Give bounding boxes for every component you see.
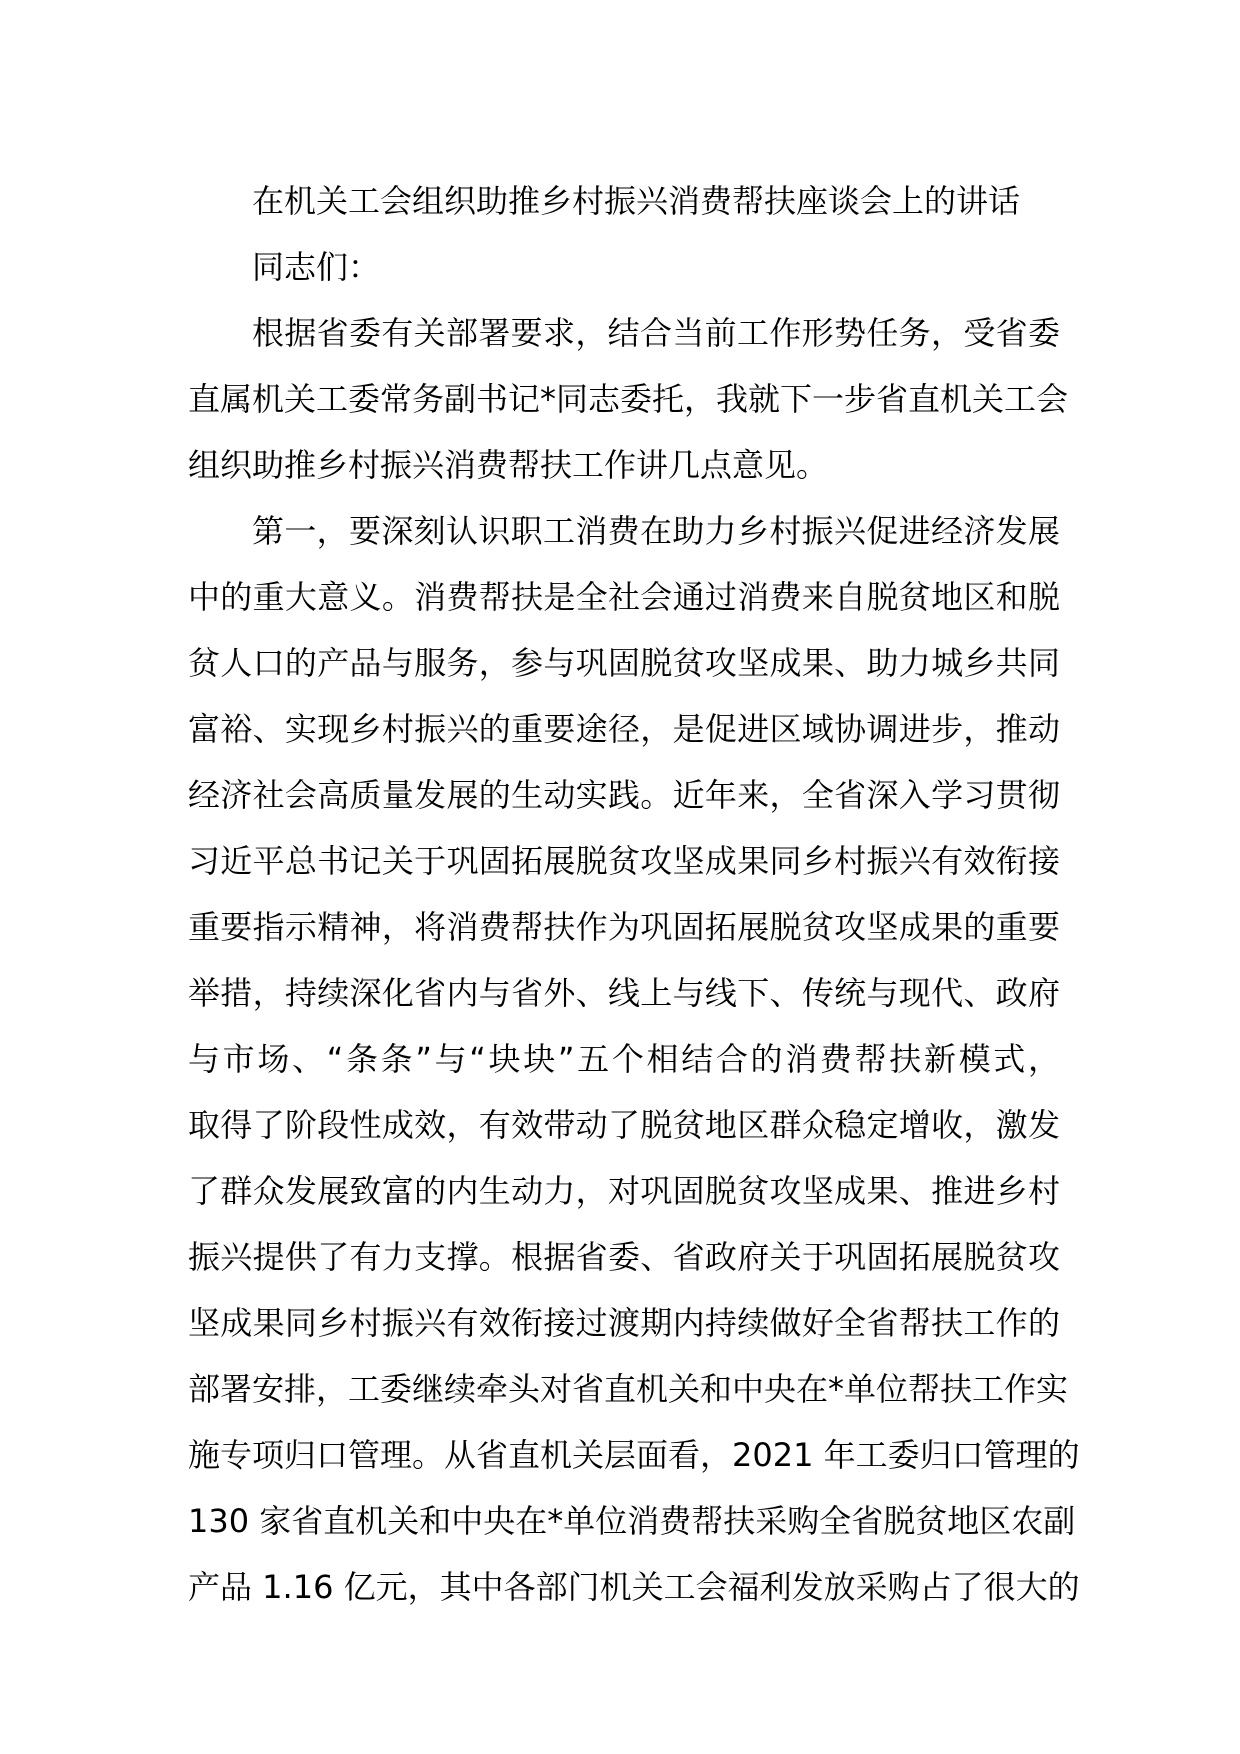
paragraph-line: 中的重大意义。消费帮扶是全社会通过消费来自脱贫地区和脱	[188, 578, 1060, 616]
paragraph-line: 贫人口的产品与服务，参与巩固脱贫攻坚成果、助力城乡共同	[188, 644, 1060, 682]
paragraph-line: 振兴提供了有力支撑。根据省委、省政府关于巩固拓展脱贫攻	[188, 1238, 1060, 1276]
paragraph-line: 重要指示精神，将消费帮扶作为巩固拓展脱贫攻坚成果的重要	[188, 908, 1060, 946]
paragraph-line: 与市场、“条条”与“块块”五个相结合的消费帮扶新模式，	[188, 1040, 1060, 1078]
paragraph-line: 富裕、实现乡村振兴的重要途径，是促进区域协调进步，推动	[188, 710, 1060, 748]
paragraph-line: 部署安排，工委继续牵头对省直机关和中央在*单位帮扶工作实	[188, 1370, 1069, 1408]
paragraph-line: 组织助推乡村振兴消费帮扶工作讲几点意见。	[188, 446, 829, 484]
paragraph-line: 根据省委有关部署要求，结合当前工作形势任务，受省委	[252, 314, 1060, 352]
paragraph-line: 经济社会高质量发展的生动实践。近年来，全省深入学习贯彻	[188, 776, 1060, 814]
document-body	[188, 168, 1080, 1620]
paragraph-first-point	[188, 498, 1080, 1620]
paragraph-line: 了群众发展致富的内生动力，对巩固脱贫攻坚成果、推进乡村	[188, 1172, 1060, 1210]
paragraph-line: 第一，要深刻认识职工消费在助力乡村振兴促进经济发展	[252, 512, 1060, 550]
paragraph-line: 习近平总书记关于巩固拓展脱贫攻坚成果同乡村振兴有效衔接	[188, 842, 1060, 880]
salutation: 同志们：	[252, 248, 381, 286]
paragraph-line: 产品 1.16 亿元，其中各部门机关工会福利发放采购占了很大的	[188, 1568, 1080, 1606]
paragraph-line: 取得了阶段性成效，有效带动了脱贫地区群众稳定增收，激发	[188, 1106, 1060, 1144]
document-title: 在机关工会组织助推乡村振兴消费帮扶座谈会上的讲话	[252, 182, 1021, 220]
paragraph-line: 坚成果同乡村振兴有效衔接过渡期内持续做好全省帮扶工作的	[188, 1304, 1060, 1342]
paragraph-line: 直属机关工委常务副书记*同志委托，我就下一步省直机关工会	[188, 380, 1069, 418]
paragraph-line: 130 家省直机关和中央在*单位消费帮扶采购全省脱贫地区农副	[188, 1502, 1076, 1540]
paragraph-line: 施专项归口管理。从省直机关层面看，2021 年工委归口管理的	[188, 1436, 1080, 1474]
paragraph-intro	[188, 300, 1069, 498]
paragraph-line: 举措，持续深化省内与省外、线上与线下、传统与现代、政府	[188, 974, 1060, 1012]
